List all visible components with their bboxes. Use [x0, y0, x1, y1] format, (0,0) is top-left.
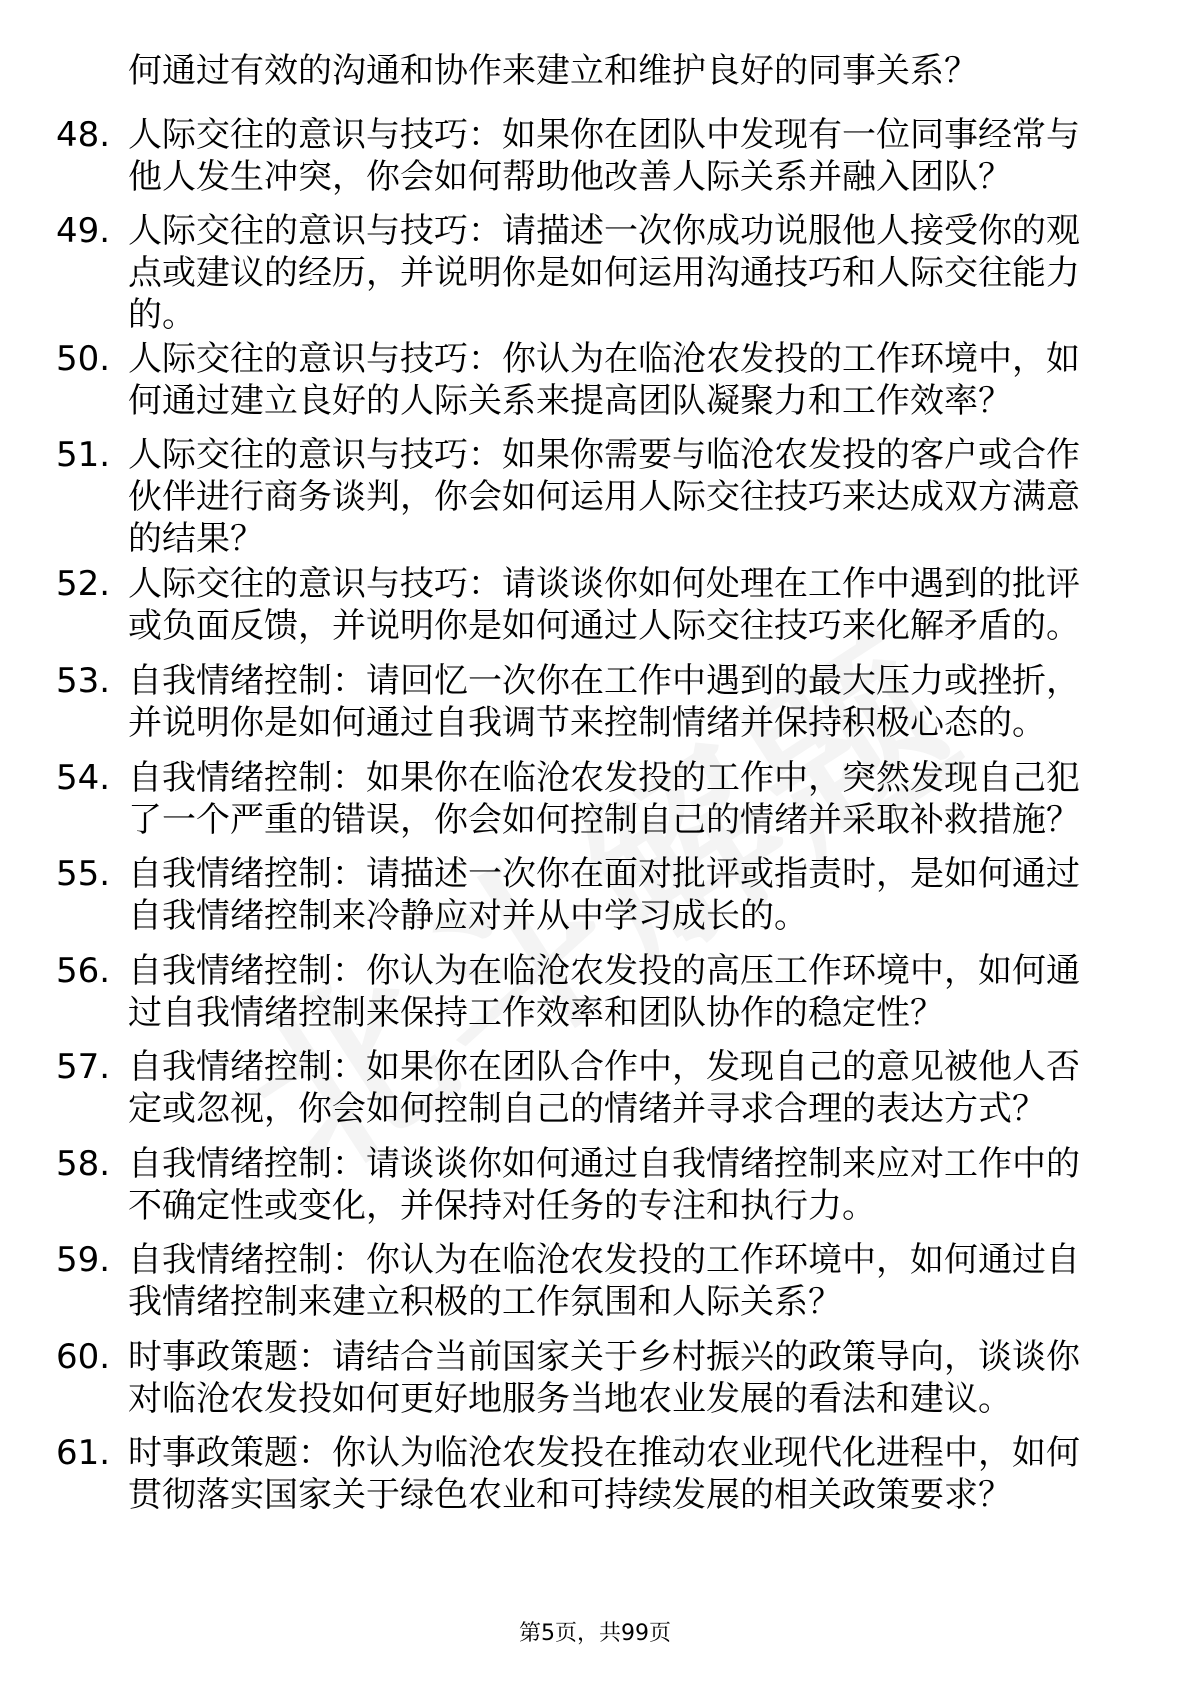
item-number: 54. — [56, 758, 111, 798]
item-line: 不确定性或变化，并保持对任务的专注和执行力。 — [128, 1186, 876, 1226]
item-number: 57. — [56, 1047, 111, 1087]
item-line: 我情绪控制来建立积极的工作氛围和人际关系？ — [128, 1282, 842, 1322]
item-text — [128, 950, 1118, 1034]
item-line: 点或建议的经历，并说明你是如何运用沟通技巧和人际交往能力 — [128, 253, 1080, 293]
item-line: 贯彻落实国家关于绿色农业和可持续发展的相关政策要求？ — [128, 1475, 1012, 1515]
item-line: 自我情绪控制：请回忆一次你在工作中遇到的最大压力或挫折， — [128, 661, 1080, 701]
item-text — [128, 1239, 1118, 1323]
continuation-line: 何通过有效的沟通和协作来建立和维护良好的同事关系？ — [128, 51, 978, 91]
item-line: 自我情绪控制：你认为在临沧农发投的高压工作环境中，如何通 — [128, 951, 1080, 991]
item-number: 61. — [56, 1433, 111, 1473]
item-line: 的结果？ — [128, 519, 264, 559]
item-line: 并说明你是如何通过自我调节来控制情绪并保持积极心态的。 — [128, 703, 1046, 743]
item-text — [128, 434, 1118, 560]
item-text — [128, 338, 1118, 422]
item-number: 58. — [56, 1144, 111, 1184]
item-number: 60. — [56, 1337, 111, 1377]
item-line: 或负面反馈，并说明你是如何通过人际交往技巧来化解矛盾的。 — [128, 606, 1080, 646]
item-text — [128, 1046, 1118, 1130]
item-line: 自我情绪控制：你认为在临沧农发投的工作环境中，如何通过自 — [128, 1240, 1080, 1280]
item-line: 自我情绪控制：请谈谈你如何通过自我情绪控制来应对工作中的 — [128, 1144, 1080, 1184]
item-number: 53. — [56, 661, 111, 701]
item-number: 50. — [56, 339, 111, 379]
item-text — [128, 757, 1118, 841]
item-line: 自我情绪控制：如果你在团队合作中，发现自己的意见被他人否 — [128, 1047, 1080, 1087]
item-line: 的。 — [128, 295, 196, 335]
item-line: 人际交往的意识与技巧：请描述一次你成功说服他人接受你的观 — [128, 211, 1080, 251]
item-line: 定或忽视，你会如何控制自己的情绪并寻求合理的表达方式？ — [128, 1089, 1046, 1129]
item-number: 55. — [56, 854, 111, 894]
item-text — [128, 210, 1118, 336]
item-line: 时事政策题：你认为临沧农发投在推动农业现代化进程中，如何 — [128, 1433, 1080, 1473]
item-text — [128, 1336, 1118, 1420]
item-text — [128, 1432, 1118, 1516]
item-line: 伙伴进行商务谈判，你会如何运用人际交往技巧来达成双方满意 — [128, 477, 1080, 517]
item-line: 人际交往的意识与技巧：如果你需要与临沧农发投的客户或合作 — [128, 435, 1080, 475]
item-text — [128, 853, 1118, 937]
item-number: 49. — [56, 211, 111, 251]
item-line: 了一个严重的错误，你会如何控制自己的情绪并采取补救措施？ — [128, 800, 1080, 840]
item-line: 何通过建立良好的人际关系来提高团队凝聚力和工作效率？ — [128, 381, 1012, 421]
item-number: 56. — [56, 951, 111, 991]
item-line: 他人发生冲突，你会如何帮助他改善人际关系并融入团队？ — [128, 157, 1012, 197]
item-number: 48. — [56, 115, 111, 155]
item-line: 时事政策题：请结合当前国家关于乡村振兴的政策导向，谈谈你 — [128, 1337, 1080, 1377]
item-number: 51. — [56, 435, 111, 475]
item-line: 人际交往的意识与技巧：你认为在临沧农发投的工作环境中，如 — [128, 339, 1080, 379]
item-text — [128, 660, 1118, 744]
item-line: 对临沧农发投如何更好地服务当地农业发展的看法和建议。 — [128, 1379, 1012, 1419]
item-line: 自我情绪控制：请描述一次你在面对批评或指责时，是如何通过 — [128, 854, 1080, 894]
item-line: 人际交往的意识与技巧：请谈谈你如何处理在工作中遇到的批评 — [128, 564, 1080, 604]
item-text — [128, 1143, 1118, 1227]
page-number: 第5页，共99页 — [519, 1621, 671, 1646]
item-line: 过自我情绪控制来保持工作效率和团队协作的稳定性？ — [128, 993, 944, 1033]
item-line: 自我情绪控制来冷静应对并从中学习成长的。 — [128, 896, 808, 936]
item-line: 人际交往的意识与技巧：如果你在团队中发现有一位同事经常与 — [128, 115, 1080, 155]
item-text — [128, 114, 1118, 198]
item-number: 52. — [56, 564, 111, 604]
item-line: 自我情绪控制：如果你在临沧农发投的工作中，突然发现自己犯 — [128, 758, 1080, 798]
item-number: 59. — [56, 1240, 111, 1280]
item-text — [128, 563, 1118, 647]
